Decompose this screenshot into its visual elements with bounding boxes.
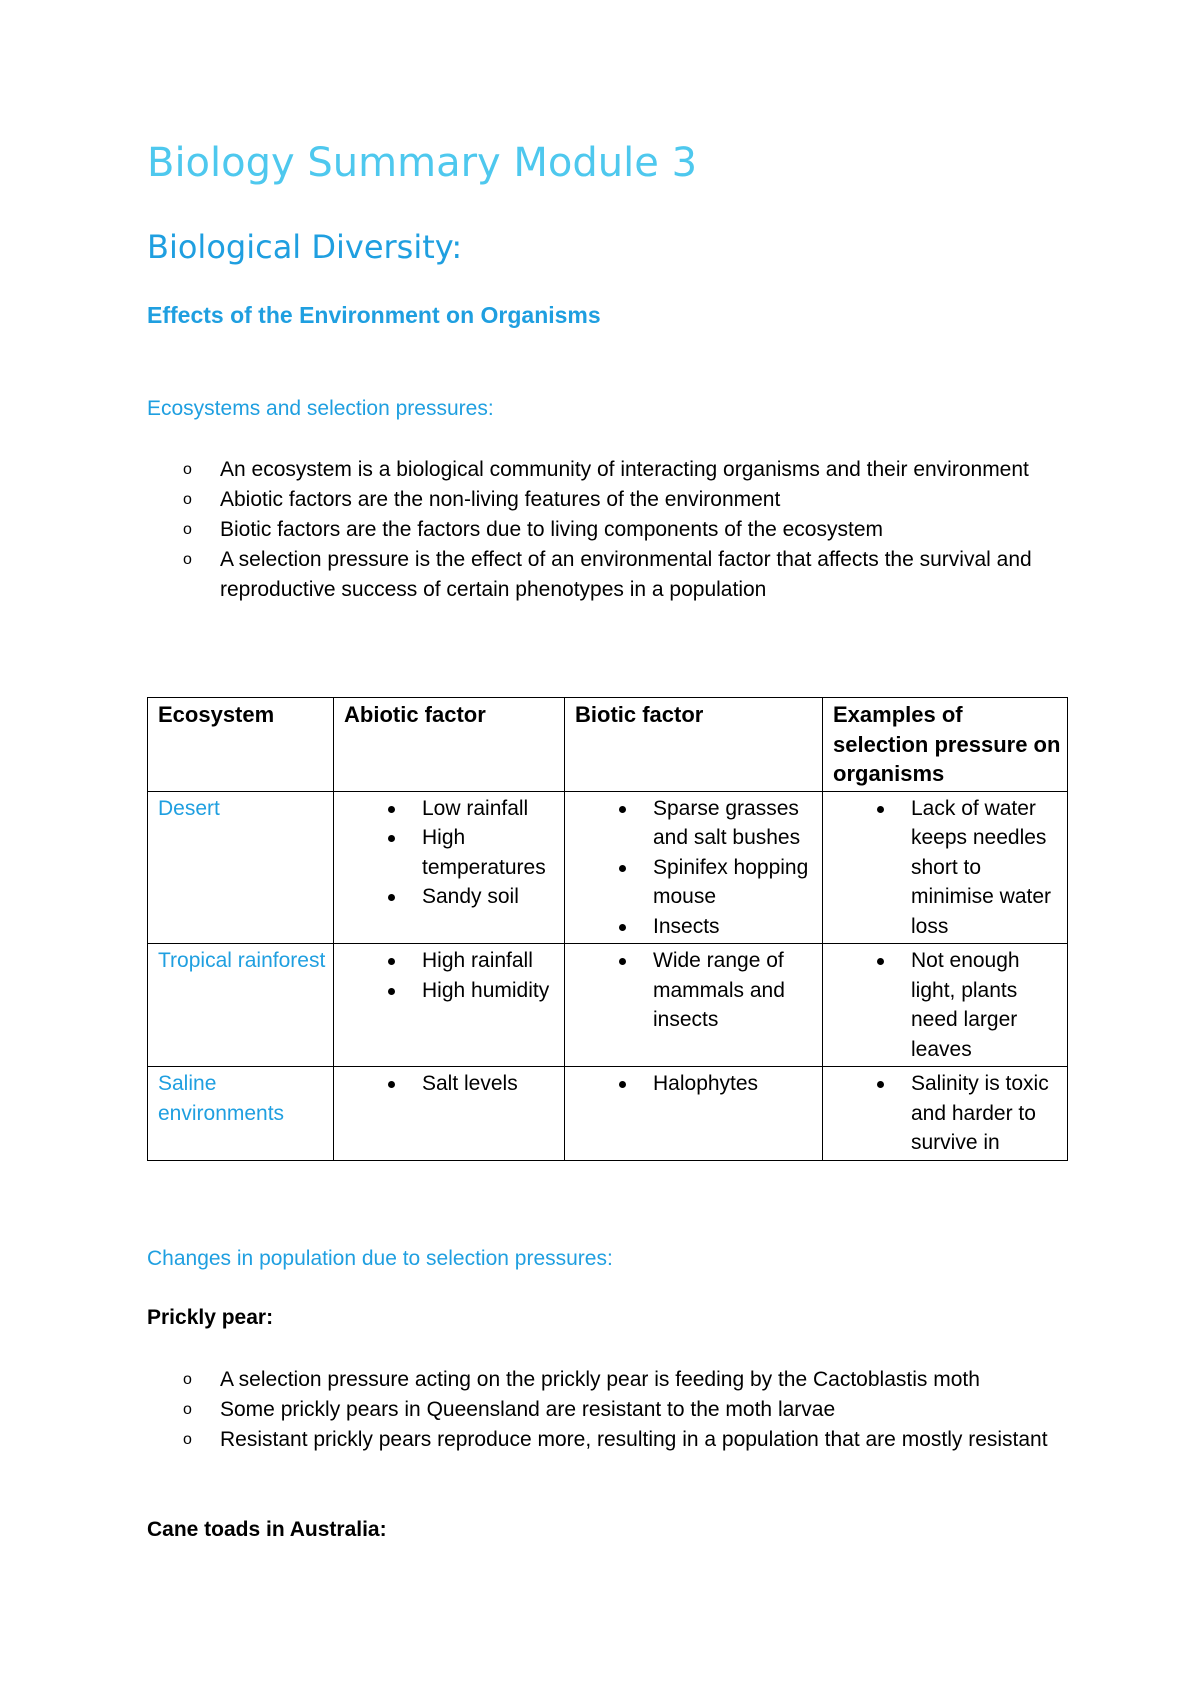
list-item: o A selection pressure is the effect of an environmental factor that affects the survival and reproductive success of certain phenotypes in a population xyxy=(147,545,1067,605)
bullet-dot xyxy=(619,924,626,931)
header-abiotic: Abiotic factor xyxy=(334,698,565,792)
list-item: Salt levels xyxy=(344,1069,558,1099)
prickly-pear-heading: Prickly pear: xyxy=(147,1306,274,1329)
list-item: o Some prickly pears in Queensland are resistant to the moth larvae xyxy=(147,1395,1067,1425)
prickly-pear-list xyxy=(147,1365,1067,1455)
ecosystem-cell: Desert xyxy=(148,791,334,944)
selection-pressure-table xyxy=(147,697,1068,1161)
bullet-dot xyxy=(619,1081,626,1088)
list-item: Sparse grasses and salt bushes xyxy=(575,794,816,853)
cane-toads-heading: Cane toads in Australia: xyxy=(147,1518,387,1541)
bullet-dot xyxy=(388,894,395,901)
list-bullet: o xyxy=(183,1371,192,1388)
section-heading: Effects of the Environment on Organisms xyxy=(147,302,601,328)
header-ecosystem: Ecosystem xyxy=(148,698,334,792)
table-row xyxy=(148,1067,1068,1161)
list-bullet: o xyxy=(183,1401,192,1418)
population-heading: Changes in population due to selection pressures: xyxy=(147,1247,613,1270)
bullet-dot xyxy=(388,806,395,813)
bullet-dot xyxy=(619,806,626,813)
list-item: Low rainfall xyxy=(344,794,558,824)
abiotic-cell xyxy=(334,944,565,1067)
table-row xyxy=(148,944,1068,1067)
list-item: Not enough light, plants need larger leaves xyxy=(833,946,1061,1064)
bullet-dot xyxy=(877,1081,884,1088)
pressure-cell xyxy=(823,791,1068,944)
bullet-dot xyxy=(619,865,626,872)
list-item: Sandy soil xyxy=(344,882,558,912)
list-bullet: o xyxy=(183,521,192,538)
pressure-cell xyxy=(823,944,1068,1067)
list-item: o Abiotic factors are the non-living features of the environment xyxy=(147,485,1067,515)
ecosystem-cell: Saline environments xyxy=(148,1067,334,1161)
list-item: High temperatures xyxy=(344,823,558,882)
bullet-dot xyxy=(388,835,395,842)
biotic-cell xyxy=(565,791,823,944)
list-item: o A selection pressure acting on the prickly pear is feeding by the Cactoblastis moth xyxy=(147,1365,1067,1395)
bullet-dot xyxy=(388,988,395,995)
biotic-cell xyxy=(565,1067,823,1161)
table-header-row xyxy=(148,698,1068,792)
biotic-cell xyxy=(565,944,823,1067)
ecosystems-heading: Ecosystems and selection pressures: xyxy=(147,397,494,420)
list-bullet: o xyxy=(183,491,192,508)
list-item: Wide range of mammals and insects xyxy=(575,946,816,1035)
bullet-dot xyxy=(388,1081,395,1088)
ecosystem-cell: Tropical rainforest xyxy=(148,944,334,1067)
document-title: Biology Summary Module 3 xyxy=(147,140,698,186)
list-item: o An ecosystem is a biological community of interacting organisms and their environment xyxy=(147,455,1067,485)
list-item: o Resistant prickly pears reproduce more, resulting in a population that are mostly resistant xyxy=(147,1425,1067,1455)
list-item: Lack of water keeps needles short to minimise water loss xyxy=(833,794,1061,942)
bullet-dot xyxy=(388,958,395,965)
list-item: High rainfall xyxy=(344,946,558,976)
list-bullet: o xyxy=(183,461,192,478)
pressure-cell xyxy=(823,1067,1068,1161)
header-pressure: Examples of selection pressure on organisms xyxy=(823,698,1068,792)
header-biotic: Biotic factor xyxy=(565,698,823,792)
list-item: Salinity is toxic and harder to survive in xyxy=(833,1069,1061,1158)
bullet-dot xyxy=(619,958,626,965)
list-bullet: o xyxy=(183,1431,192,1448)
list-item: Spinifex hopping mouse xyxy=(575,853,816,912)
list-item: o Biotic factors are the factors due to living components of the ecosystem xyxy=(147,515,1067,545)
list-item: High humidity xyxy=(344,976,558,1006)
list-item: Halophytes xyxy=(575,1069,816,1099)
abiotic-cell xyxy=(334,1067,565,1161)
table-row xyxy=(148,791,1068,944)
ecosystems-list xyxy=(147,455,1067,605)
bullet-dot xyxy=(877,806,884,813)
document-subtitle: Biological Diversity: xyxy=(147,228,463,266)
list-item: Insects xyxy=(575,912,816,942)
bullet-dot xyxy=(877,958,884,965)
list-bullet: o xyxy=(183,551,192,568)
abiotic-cell xyxy=(334,791,565,944)
